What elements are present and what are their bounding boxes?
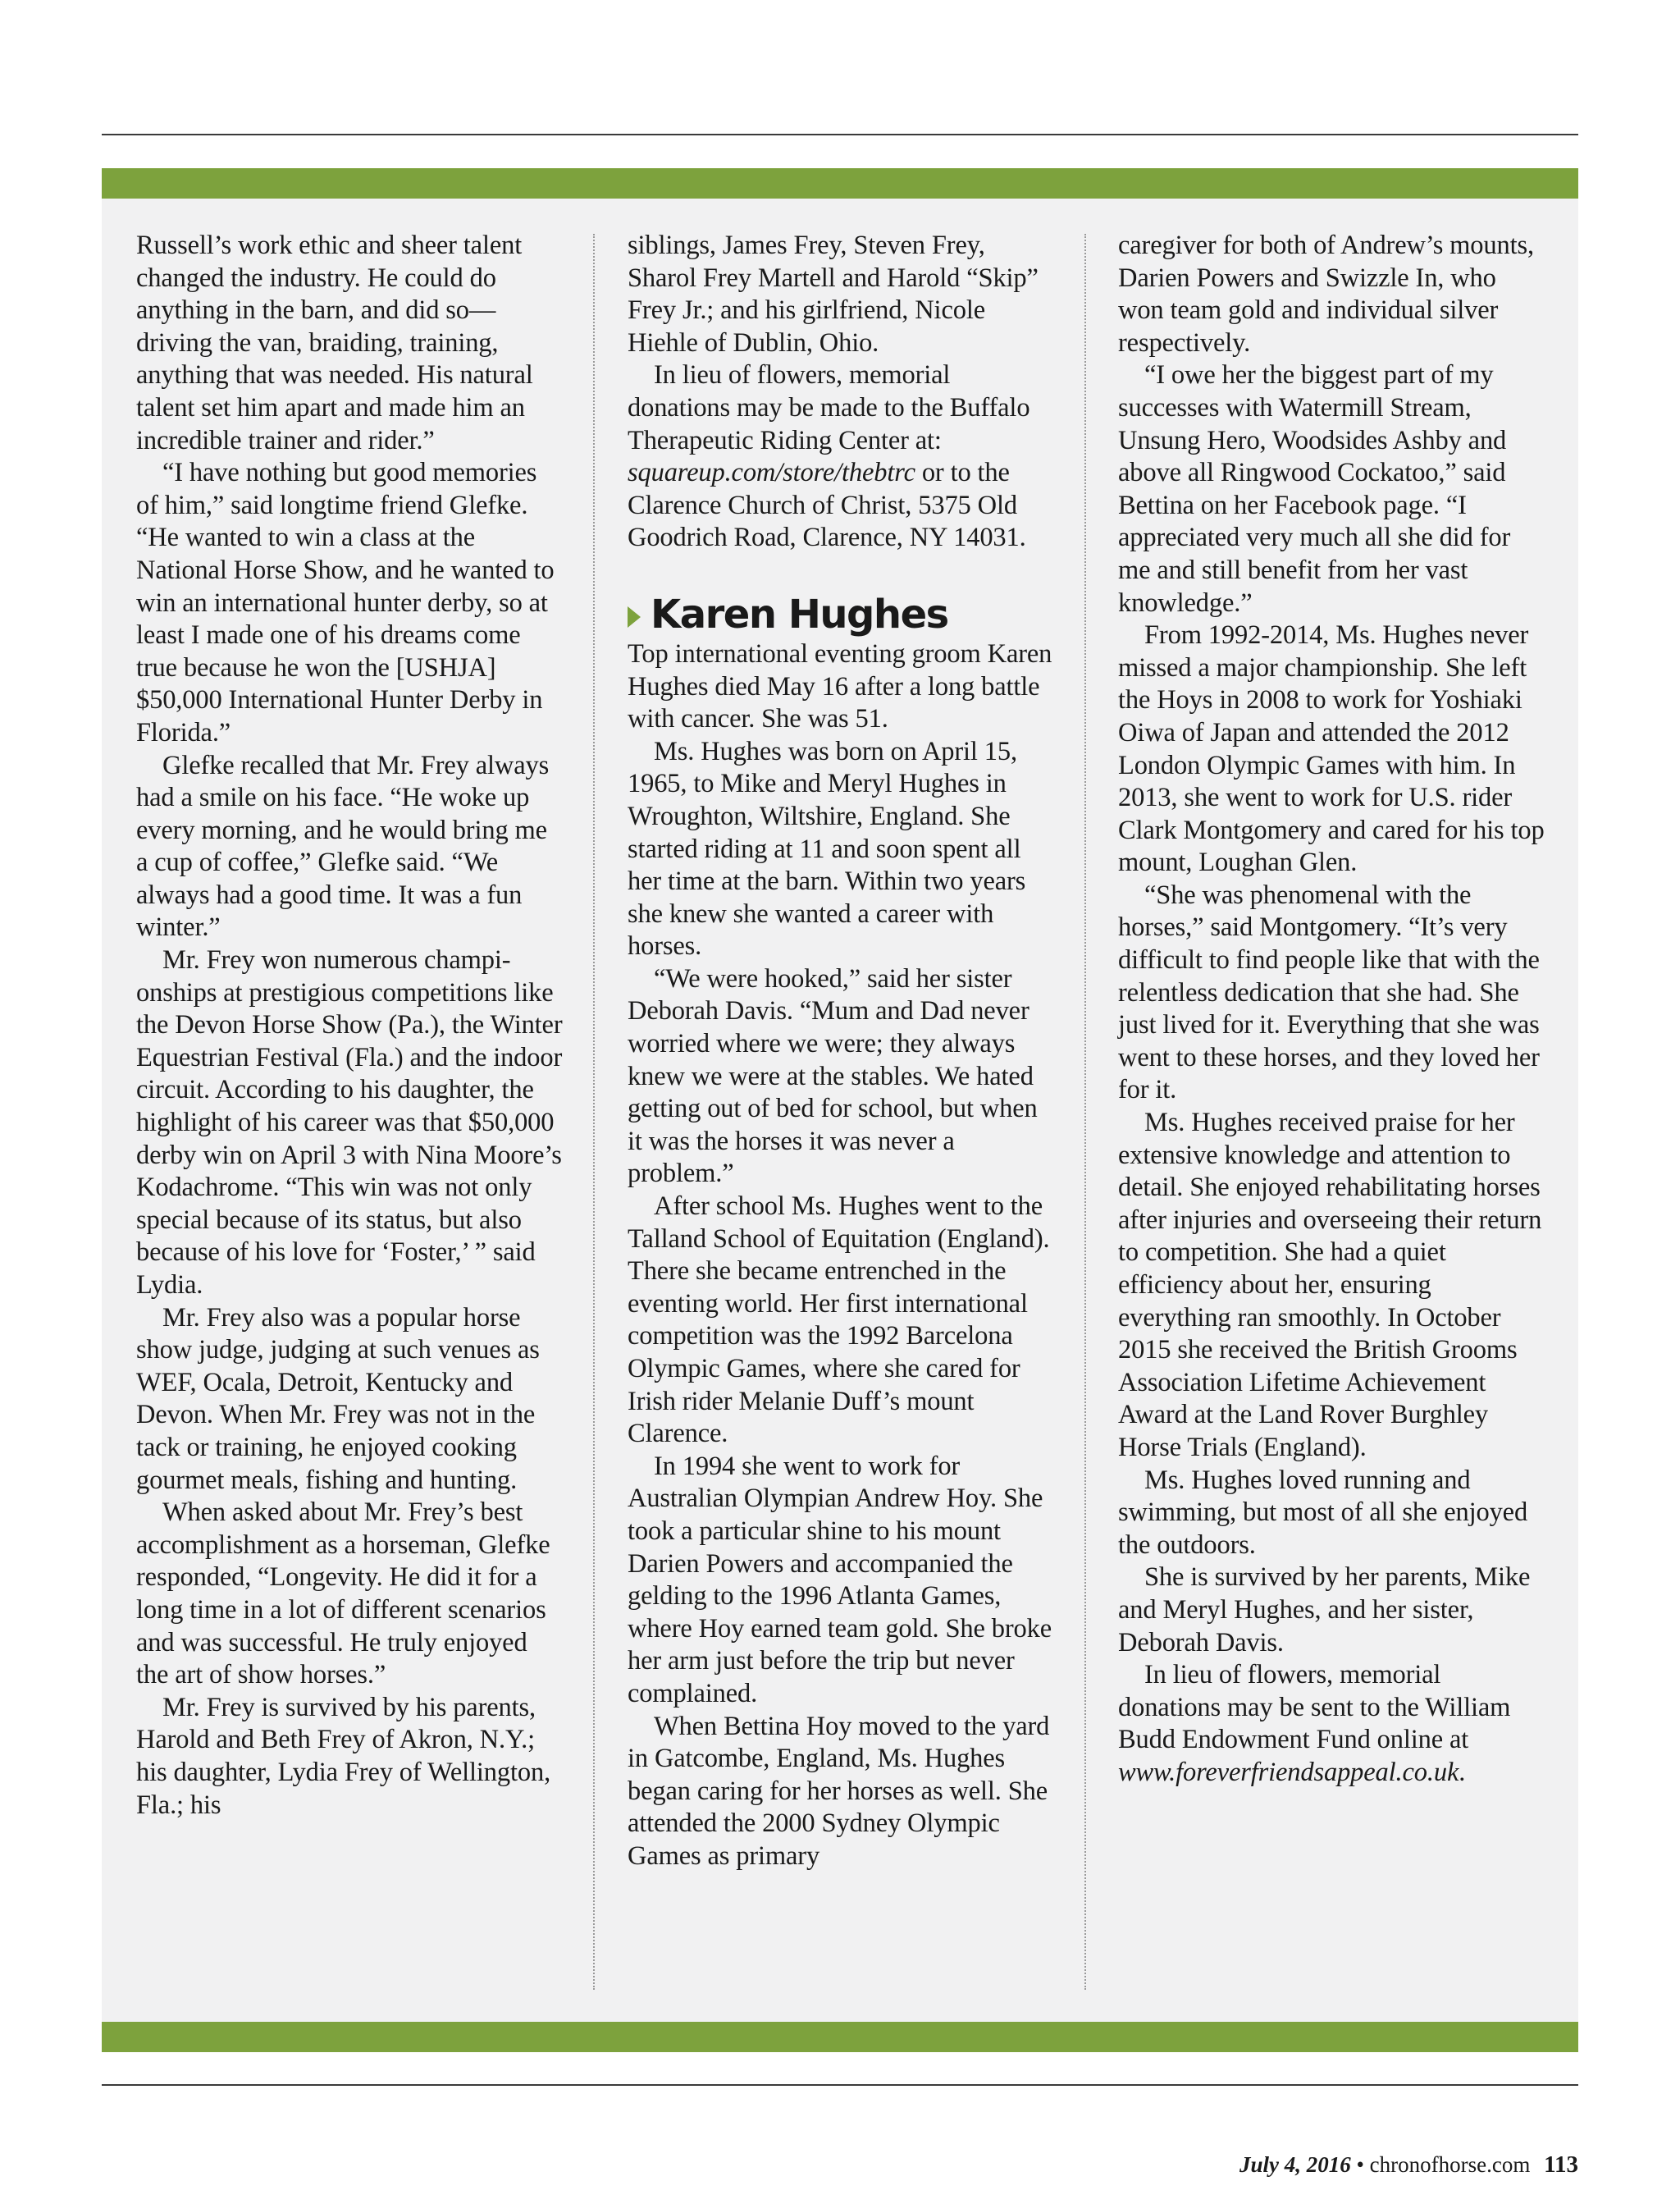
paragraph: Mr. Frey is survived by his parents, Harold and Beth Frey of Akron, N.Y.; his daughter, Lydia Frey of Wellington, Fla.; his <box>136 1692 551 1820</box>
paragraph: “I have nothing but good memories of him,” said longtime friend Glefke. “He wanted to win a class at the National Horse Show, and he wanted to win an international hunter derby, so at least I made one of his dreams come true because he won the [USHJA] $50,000 International Hunter Derby in Florida.” <box>136 458 555 748</box>
top-rule <box>102 134 1578 135</box>
text-span: or to the Clarence Church of Christ, 5375 Old Goodrich Road, Clarence, NY 14031. <box>628 458 1026 553</box>
paragraph: Glefke recalled that Mr. Frey always had a smile on his face. “He woke up every morning, and he would bring me a cup of coffee,” Glefke said. “We always had a good time. It was a fun winter.” <box>136 750 550 943</box>
obituary-heading <box>628 592 1054 638</box>
column-separator <box>1084 234 1086 1990</box>
bullet-separator: • <box>1356 2152 1364 2177</box>
bottom-rule <box>102 2084 1578 2086</box>
paragraph: “We were hooked,” said her sister Deborah Davis. “Mum and Dad never worried where we were; they always knew we were at the stables. We hated getting out of bed for school, but when it was the horses it was never a problem.” <box>628 963 1038 1189</box>
top-accent-band <box>102 168 1578 199</box>
paragraph: siblings, James Frey, Steven Frey, Sharol Frey Martell and Harold “Skip” Frey Jr.; and his girlfriend, Nicole Hiehle of Dublin, Ohio. <box>628 231 1039 358</box>
triangle-bullet-icon <box>628 606 641 628</box>
paragraph: Mr. Frey won numerous championships at prestigious competitions like the Devon Horse Show (Pa.), the Winter Equestrian Festival (Fla.) and the indoor circuit. According to his daughter, the highlight of his career was that $50,000 derby win on April 3 with Nina Moore’s Kodachrome. “This win was not only special because of its status, but also because of his love for ‘Foster,’ ” said Lydia. <box>136 945 563 1300</box>
paragraph: “She was phenomenal with the horses,” said Montgomery. “It’s very difficult to find people like that with the relentless dedication that she had. She just lived for it. Everything that she was went to these horses, and they loved her for it. <box>1118 880 1540 1105</box>
paragraph: Ms. Hughes was born on April 15, 1965, to Mike and Meryl Hughes in Wroughton, Wiltshire, England. She started riding at 11 and soon spent all her time at the barn. Within two years she knew she wanted a career with horses. <box>628 736 1026 962</box>
paragraph: Ms. Hughes loved running and swimming, but most of all she enjoyed the outdoors. <box>1118 1465 1528 1560</box>
paragraph: She is survived by her parents, Mike and Meryl Hughes, and her sister, Deborah Davis. <box>1118 1562 1531 1657</box>
paragraph: In 1994 she went to work for Australian Olympian Andrew Hoy. She took a particular shine to his mount Darien Powers and accompanied the gelding to the 1996 Atlanta Games, where Hoy earned team gold. She broke her arm just before the trip but never complained. <box>628 1451 1052 1708</box>
paragraph: From 1992-2014, Ms. Hughes never missed a major championship. She left the Hoys in 2008 to work for Yoshiaki Oiwa of Japan and attended the 2012 London Olympic Games with him. In 2013, she went to work for U.S. rider Clark Montgomery and cared for his top mount, Loughan Glen. <box>1118 620 1545 878</box>
paragraph: When Bettina Hoy moved to the yard in Gatcombe, England, Ms. Hughes began caring for her horses as well. She attended the 2000 Sydney Olympic Games as primary <box>628 1711 1050 1871</box>
donation-link[interactable]: www.foreverfriendsappeal.co.uk <box>1118 1757 1459 1787</box>
issue-date: July 4, 2016 <box>1239 2152 1351 2177</box>
paragraph <box>628 359 1054 555</box>
text-column-3 <box>1118 230 1545 1790</box>
paragraph: “I owe her the biggest part of my successes with Watermill Stream, Unsung Hero, Woodsides Ashby and above all Ringwood Cockatoo,” said Bettina on her Facebook page. “I appreciated very much all she did for me and still benefit from her vast knowledge.” <box>1118 360 1511 618</box>
paragraph: Top international eventing groom Karen Hughes died May 16 after a long battle with cancer. She was 51. <box>628 638 1052 734</box>
site-name: chronofhorse.com <box>1369 2152 1531 2177</box>
paragraph: After school Ms. Hughes went to the Talland School of Equitation (England). There she became entrenched in the eventing world. Her first international competition was the 1992 Barcelona Olympic Games, where she cared for Irish rider Melanie Duff’s mount Clarence. <box>628 1191 1050 1449</box>
paragraph: caregiver for both of Andrew’s mounts, Darien Powers and Swizzle In, who won team gold and individual silver respectively. <box>1118 231 1534 358</box>
text-span: In lieu of flowers, memorial donations may be made to the Buffalo Therapeutic Riding Center at: <box>628 360 1030 455</box>
donation-link[interactable]: squareup.com/store/thebtrc <box>628 458 915 488</box>
paragraph: Ms. Hughes received praise for her extensive knowledge and attention to detail. She enjoyed rehabilitating horses after injuries and overseeing their return to competition. She had a quiet efficiency about her, ensuring everything ran smoothly. In October 2015 she received the British Grooms Association Lifetime Achievement Award at the Land Rover Burghley Horse Trials (England). <box>1118 1108 1542 1462</box>
paragraph <box>1118 1659 1545 1789</box>
bottom-accent-band <box>102 2022 1578 2052</box>
page-number: 113 <box>1544 2151 1578 2178</box>
heading-text: Karen Hughes <box>651 592 948 638</box>
page-footer <box>1239 2151 1578 2179</box>
text-column-1 <box>136 230 563 1822</box>
text-span: In lieu of flowers, memorial donations may be sent to the William Budd Endowment Fund online at <box>1118 1660 1511 1755</box>
text-span: . <box>1459 1757 1466 1787</box>
text-column-2 <box>628 230 1054 1873</box>
paragraph: Russell’s work ethic and sheer talent changed the industry. He could do anything in the barn, and did so—driving the van, braiding, training, anything that was needed. His natural talent set him apart and made him an incredible trainer and rider.” <box>136 231 533 455</box>
paragraph: When asked about Mr. Frey’s best accomplishment as a horseman, Glefke responded, “Longevity. He did it for a long time in a lot of different scenarios and was successful. He truly enjoyed the art of show horses.” <box>136 1497 550 1690</box>
column-separator <box>593 234 595 1990</box>
paragraph: Mr. Frey also was a popular horse show judge, judging at such venues as WEF, Ocala, Detroit, Kentucky and Devon. When Mr. Frey was not in the tack or training, he enjoyed cooking gourmet meals, fishing and hunting. <box>136 1302 540 1495</box>
